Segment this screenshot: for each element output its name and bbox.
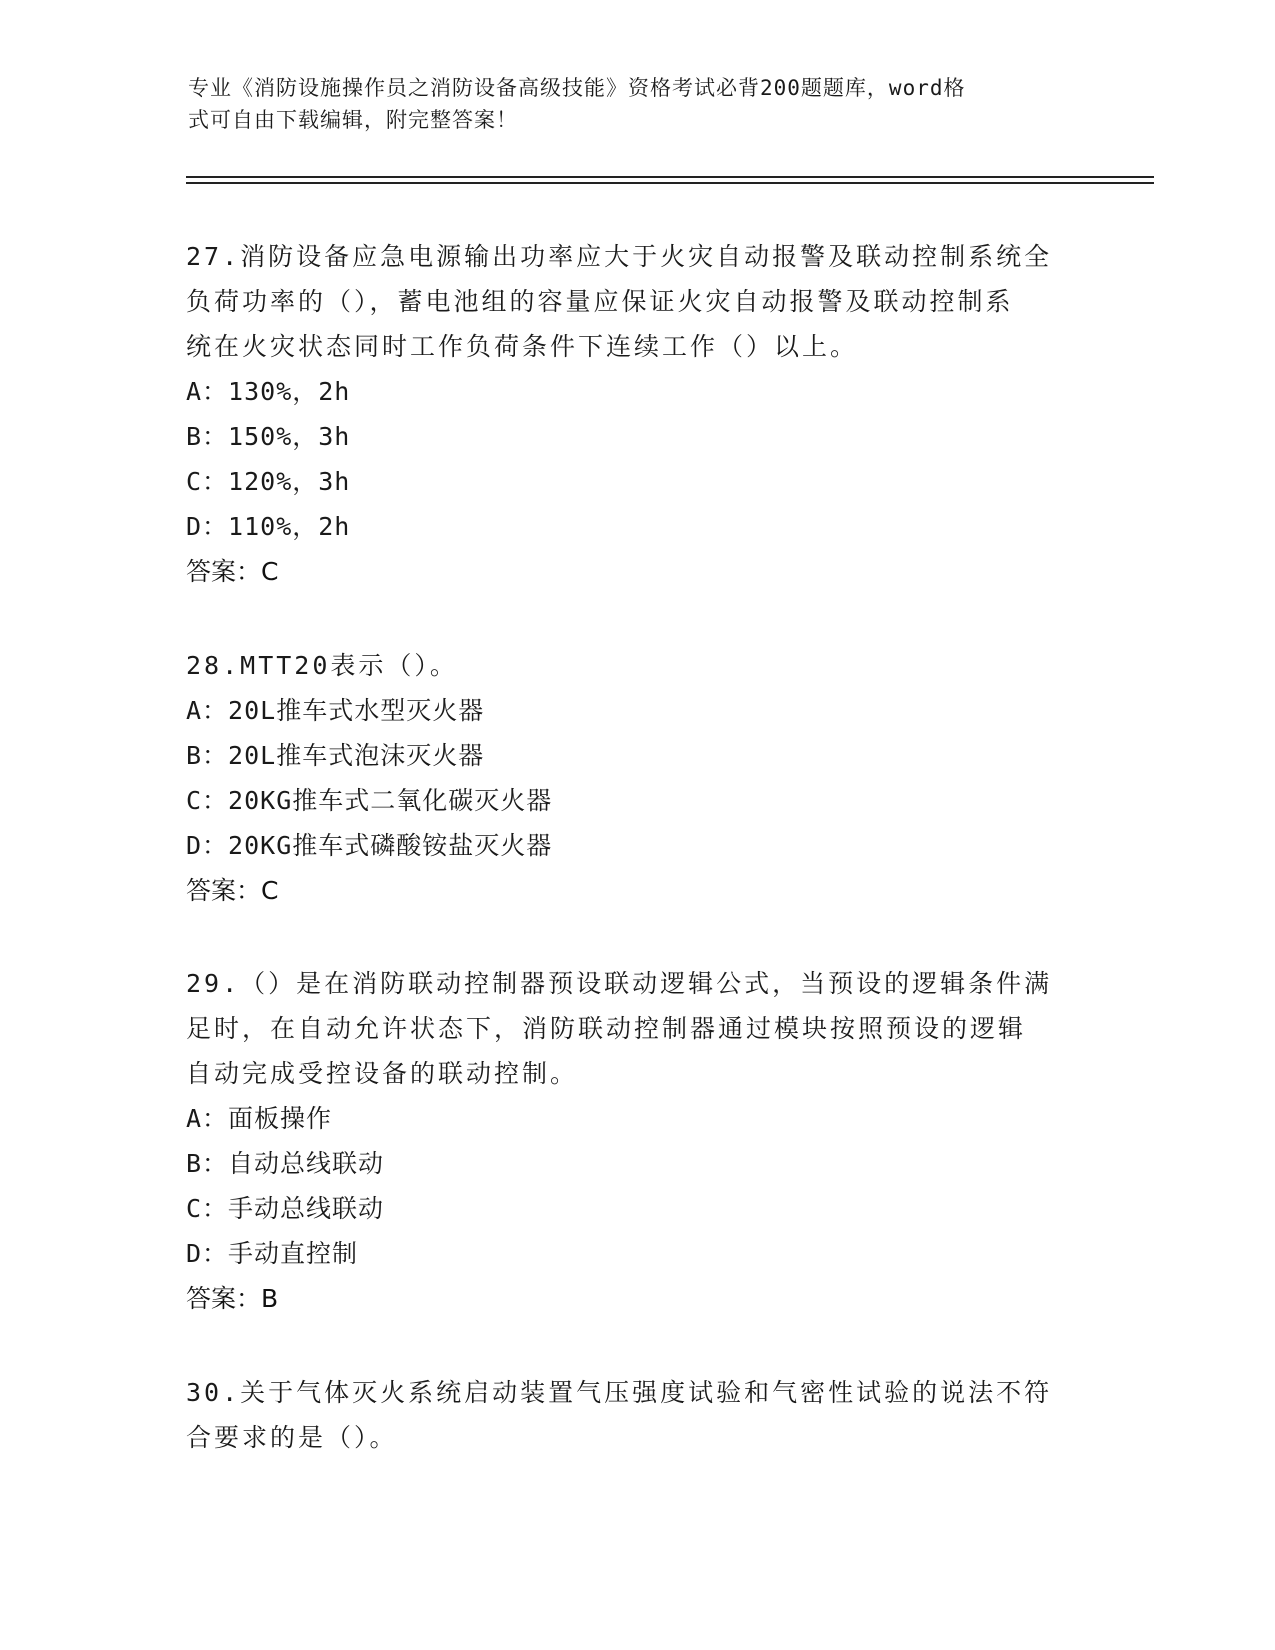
option-d: D：110%，2h xyxy=(186,512,351,541)
question-stem-line: 27.消防设备应急电源输出功率应大于火灾自动报警及联动控制系统全 xyxy=(186,242,1053,271)
question-29 xyxy=(186,961,1086,1321)
option-d: D：手动直控制 xyxy=(186,1239,359,1268)
option-c: C：20KG推车式二氧化碳灭火器 xyxy=(186,786,553,815)
question-stem-line: 自动完成受控设备的联动控制。 xyxy=(186,1059,579,1088)
question-30 xyxy=(186,1370,1086,1460)
question-stem-line: 统在火灾状态同时工作负荷条件下连续工作（）以上。 xyxy=(186,332,859,361)
option-c: C：手动总线联动 xyxy=(186,1194,385,1223)
option-b: B：自动总线联动 xyxy=(186,1149,385,1178)
question-stem-line: 负荷功率的（），蓄电池组的容量应保证火灾自动报警及联动控制系 xyxy=(186,287,1014,316)
answer-line: 答案：C xyxy=(186,876,279,905)
header-divider-top xyxy=(186,176,1154,178)
answer-line: 答案：B xyxy=(186,1284,279,1313)
question-27 xyxy=(186,234,1086,594)
option-a: A：面板操作 xyxy=(186,1104,333,1133)
question-28 xyxy=(186,643,1086,913)
question-stem-line: 28.MTT20表示（）。 xyxy=(186,651,458,680)
question-stem-line: 29.（）是在消防联动控制器预设联动逻辑公式，当预设的逻辑条件满 xyxy=(186,969,1053,998)
option-b: B：20L推车式泡沫灭火器 xyxy=(186,741,485,770)
document-intro xyxy=(188,72,1068,136)
option-a: A：20L推车式水型灭火器 xyxy=(186,696,485,725)
option-c: C：120%，3h xyxy=(186,467,351,496)
option-b: B：150%，3h xyxy=(186,422,351,451)
question-stem-line: 30.关于气体灭火系统启动装置气压强度试验和气密性试验的说法不符 xyxy=(186,1378,1053,1407)
intro-line-2: 式可自由下载编辑，附完整答案！ xyxy=(188,108,518,132)
answer-line: 答案：C xyxy=(186,557,279,586)
question-stem-line: 合要求的是（）。 xyxy=(186,1423,398,1452)
header-divider-bottom xyxy=(186,182,1154,184)
option-d: D：20KG推车式磷酸铵盐灭火器 xyxy=(186,831,553,860)
intro-line-1: 专业《消防设施操作员之消防设备高级技能》资格考试必背200题题库，word格 xyxy=(188,76,966,100)
option-a: A：130%，2h xyxy=(186,377,351,406)
question-stem-line: 足时，在自动允许状态下，消防联动控制器通过模块按照预设的逻辑 xyxy=(186,1014,1027,1043)
